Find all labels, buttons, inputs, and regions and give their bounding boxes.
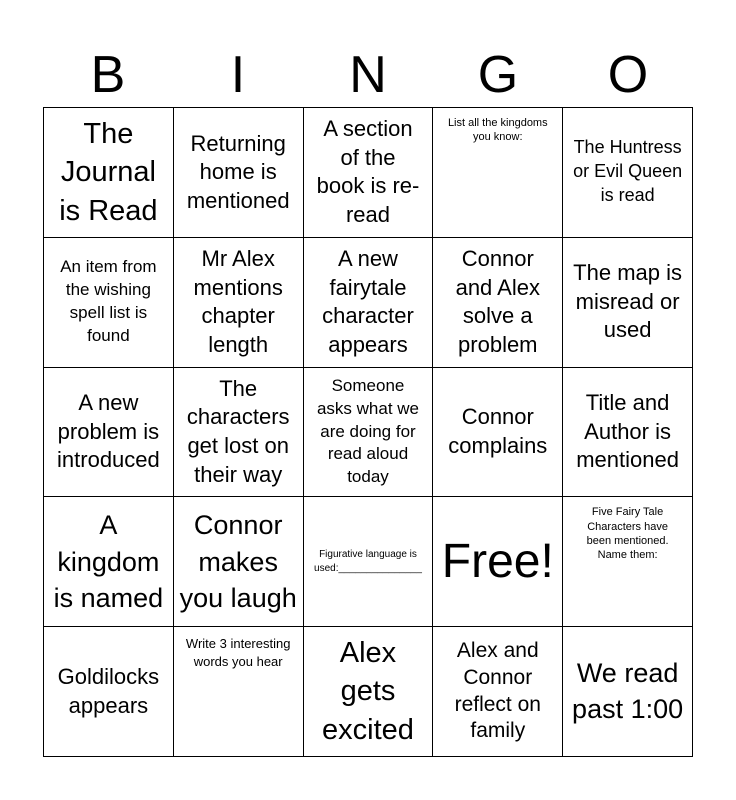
cell-text: Connor and Alex solve a problem bbox=[455, 246, 540, 357]
cell-text: List all the kingdoms you know: bbox=[447, 117, 548, 144]
bingo-cell-r2c5[interactable] bbox=[563, 238, 693, 368]
cell-text: We read past 1:00 bbox=[572, 657, 684, 724]
cell-text: Goldilocks appears bbox=[57, 664, 160, 718]
bingo-cell-r2c2[interactable] bbox=[174, 238, 304, 368]
bingo-cell-r1c2[interactable] bbox=[174, 108, 304, 238]
free-space-label: Free! bbox=[441, 534, 554, 588]
bingo-cell-r4c3[interactable] bbox=[304, 497, 434, 627]
bingo-cell-r5c2[interactable] bbox=[174, 627, 304, 757]
cell-text: A section of the book is re-read bbox=[316, 116, 420, 227]
cell-text: Alex gets excited bbox=[322, 637, 414, 746]
bingo-cell-r4c2[interactable] bbox=[174, 497, 304, 627]
bingo-cell-r1c1[interactable] bbox=[44, 108, 174, 238]
bingo-cell-r5c3[interactable] bbox=[304, 627, 434, 757]
cell-text: The characters get lost on their way bbox=[186, 375, 290, 487]
bingo-cell-r4c1[interactable] bbox=[44, 497, 174, 627]
cell-text: The map is misread or used bbox=[573, 260, 682, 343]
bingo-cell-r2c1[interactable] bbox=[44, 238, 174, 368]
header-letter-o: O bbox=[607, 46, 649, 104]
cell-text: Figurative language is used:_______________ bbox=[314, 549, 422, 574]
bingo-cell-r5c5[interactable] bbox=[563, 627, 693, 757]
cell-text: Mr Alex mentions chapter length bbox=[193, 246, 283, 357]
bingo-cell-r3c4[interactable] bbox=[433, 368, 563, 498]
bingo-cell-r1c5[interactable] bbox=[563, 108, 693, 238]
bingo-cell-r5c4[interactable] bbox=[433, 627, 563, 757]
bingo-cell-r4c5[interactable] bbox=[563, 497, 693, 627]
bingo-cell-r3c2[interactable] bbox=[174, 368, 304, 498]
cell-text: Write 3 interesting words you hear bbox=[185, 636, 291, 670]
bingo-cell-r1c3[interactable] bbox=[304, 108, 434, 238]
cell-text: Returning home is mentioned bbox=[186, 130, 290, 213]
bingo-cell-r3c3[interactable] bbox=[304, 368, 434, 498]
bingo-board bbox=[43, 107, 693, 757]
free-space[interactable] bbox=[433, 497, 563, 627]
cell-text: Connor complains bbox=[448, 404, 548, 458]
cell-text: A kingdom is named bbox=[53, 510, 164, 613]
bingo-cell-r1c4[interactable] bbox=[433, 108, 563, 238]
bingo-cell-r2c3[interactable] bbox=[304, 238, 434, 368]
cell-text: The Huntress or Evil Queen is read bbox=[573, 137, 683, 206]
bingo-cell-r2c4[interactable] bbox=[433, 238, 563, 368]
cell-text: A new fairytale character appears bbox=[322, 246, 414, 357]
cell-text: Title and Author is mentioned bbox=[576, 390, 679, 473]
cell-text: An item from the wishing spell list is found bbox=[60, 257, 157, 346]
cell-text: Someone asks what we are doing for read aloud today bbox=[316, 375, 419, 487]
cell-text: The Journal is Read bbox=[59, 118, 158, 227]
header-letter-n: N bbox=[349, 46, 387, 104]
cell-text: Five Fairy Tale Characters have been mentioned. Name them: bbox=[586, 506, 669, 562]
bingo-cell-r5c1[interactable] bbox=[44, 627, 174, 757]
bingo-cell-r3c1[interactable] bbox=[44, 368, 174, 498]
cell-text: Connor makes you laugh bbox=[179, 510, 297, 613]
header-letter-i: I bbox=[230, 46, 246, 104]
header-letter-g: G bbox=[477, 46, 519, 104]
bingo-cell-r3c5[interactable] bbox=[563, 368, 693, 498]
bingo-header bbox=[43, 44, 693, 106]
cell-text: A new problem is introduced bbox=[57, 390, 160, 473]
header-letter-b: B bbox=[90, 46, 126, 104]
cell-text: Alex and Connor reflect on family bbox=[454, 638, 541, 743]
